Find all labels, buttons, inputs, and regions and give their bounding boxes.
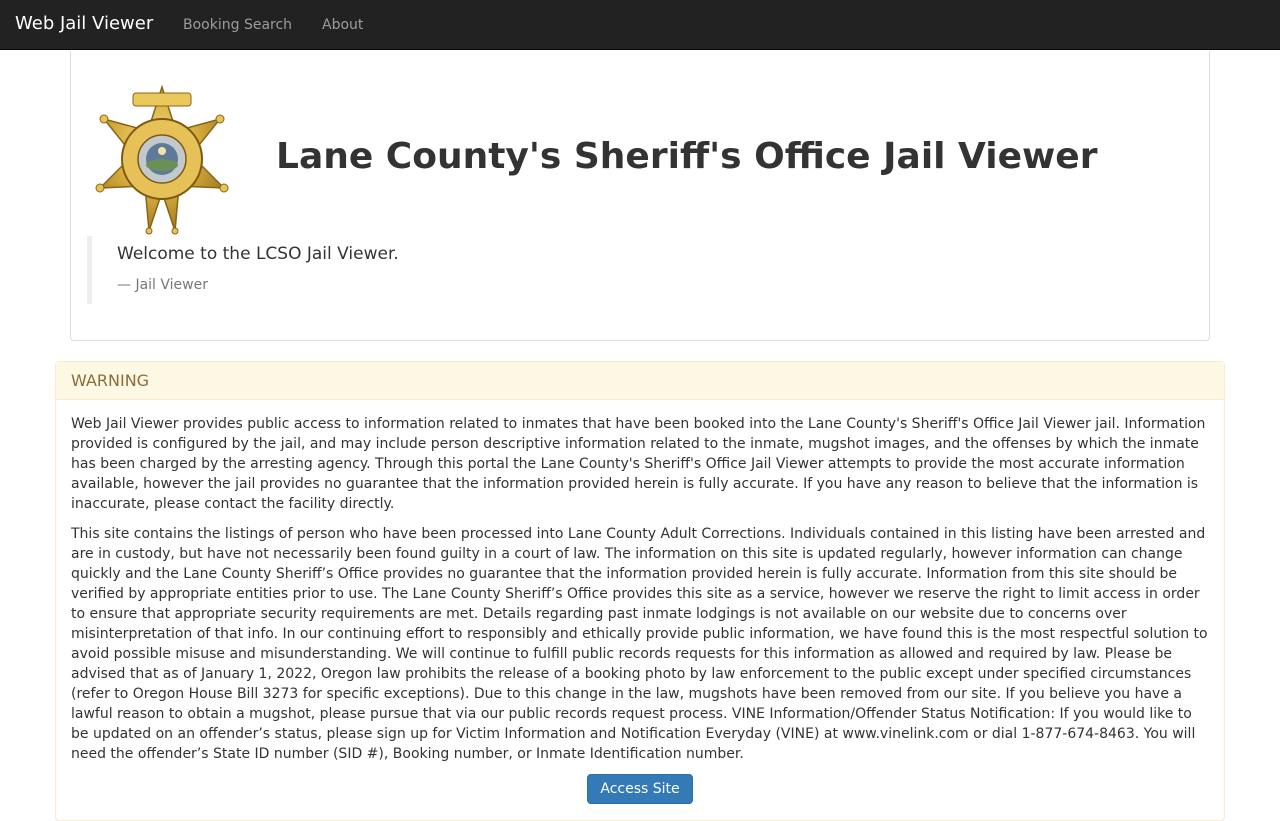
navbar-brand[interactable]: Web Jail Viewer (15, 13, 154, 34)
warning-heading: WARNING (56, 362, 1224, 400)
nav-link-about[interactable]: About (322, 17, 364, 33)
warning-paragraph-1: Web Jail Viewer provides public access to information related to inmates that have been booked into the Lane County's Sheriff's Office Jail Viewer jail. Information provided is configured by the jail, and may include person descriptive information related to the inmate, mugshot images, and the offenses by which the inmate has been charged by the arresting agency. Through this portal the Lane County's Sheriff's Office Jail Viewer attempts to provide the most accurate information available, however the jail provides no guarantee that the information provided herein is fully accurate. If you have any reason to believe that the information is inaccurate, please contact the facility directly. (71, 416, 1206, 512)
access-site-button[interactable]: Access Site (587, 774, 692, 804)
welcome-text: Welcome to the LCSO Jail Viewer. (117, 244, 399, 264)
top-navbar (0, 0, 1280, 50)
warning-body (56, 400, 1224, 818)
warning-panel (55, 361, 1225, 821)
jumbotron (70, 51, 1210, 341)
warning-paragraph-2: This site contains the listings of person who have been processed into Lane County Adult Corrections. Individuals contained in this listing have been arrested and are in custody, but have not necessarily been found guilty in a court of law. The information on this site is updated regularly, however information can change quickly and the Lane County Sheriff’s Office provides no guarantee that the information provided herein is fully accurate. Information from this site should be verified by appropriate entities prior to use. The Lane County Sheriff’s Office provides this site as a service, however we reserve the right to limit access in order to ensure that appropriate security requirements are met. Details regarding past inmate lodgings is not available on our website due to concerns over misinterpretation of that info. In our continuing effort to responsibly and ethically provide public information, we have found this is the most respectful solution to avoid possible misuse and misunderstanding. We will continue to fulfill public records requests for this information as allowed and required by law. Please be advised that as of January 1, 2022, Oregon law prohibits the release of a booking photo by law enforcement to the public except under specified circumstances (refer to Oregon House Bill 3273 for specific exceptions). Due to this change in the law, mugshots have been removed from our site. If you believe you have a lawful reason to obtain a mugshot, please pursue that via our public records request process. VINE Information/Offender Status Notification: If you would like to be updated on an offender’s status, please sign up for Victim Information and Notification Everyday (VINE) at www.vinelink.com or dial 1-877-674-8463. You will need the offender’s State ID number (SID #), Booking number, or Inmate Identification number. (71, 526, 1208, 762)
quote-footer: — Jail Viewer (117, 277, 208, 293)
sheriff-star-badge-icon (87, 85, 237, 235)
nav-link-booking-search[interactable]: Booking Search (183, 17, 293, 33)
page-title: Lane County's Sheriff's Office Jail Viewer (276, 136, 1098, 177)
welcome-blockquote (87, 236, 687, 304)
